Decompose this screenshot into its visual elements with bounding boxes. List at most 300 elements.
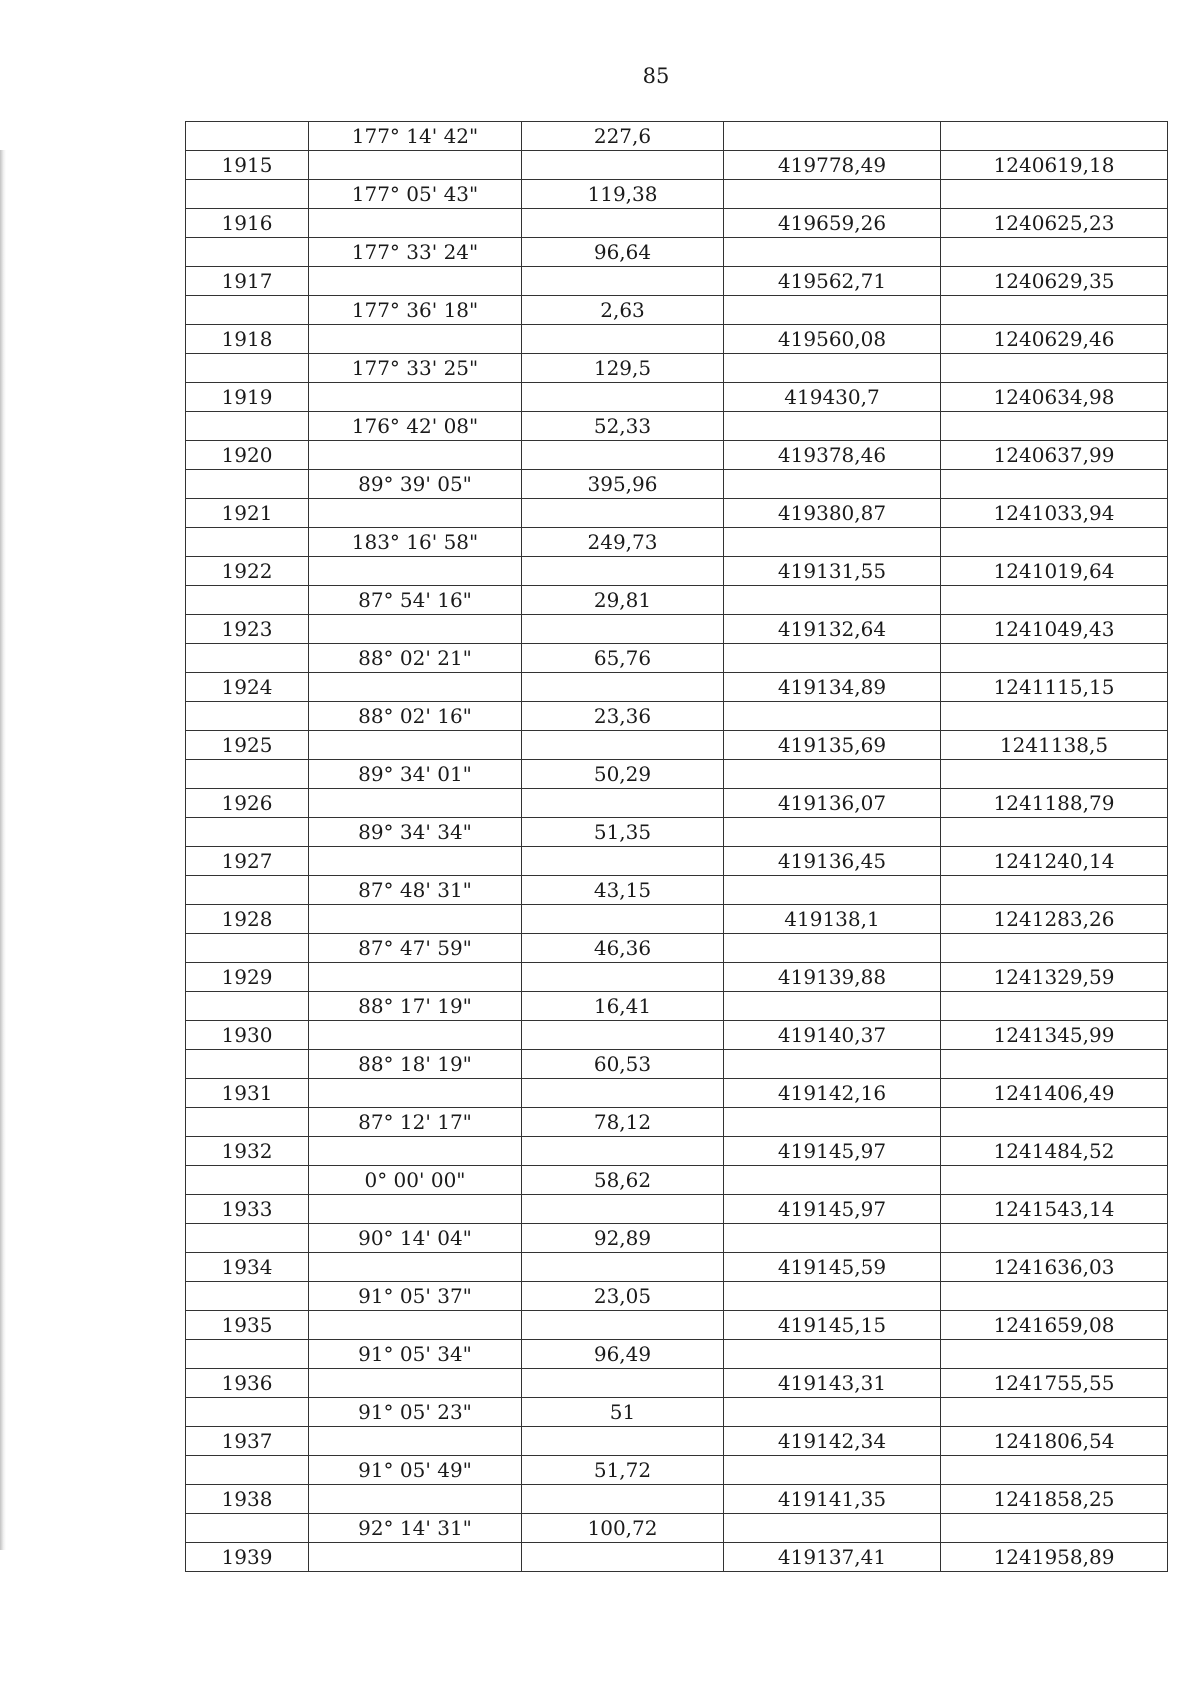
x-coordinate-cell xyxy=(724,238,941,267)
length-cell xyxy=(522,1369,724,1398)
length-cell: 249,73 xyxy=(522,528,724,557)
y-coordinate-cell xyxy=(941,992,1168,1021)
y-coordinate-cell xyxy=(941,296,1168,325)
page-number: 85 xyxy=(642,64,670,88)
length-cell: 2,63 xyxy=(522,296,724,325)
point-id-cell: 1915 xyxy=(186,151,309,180)
y-coordinate-cell: 1240634,98 xyxy=(941,383,1168,412)
length-cell xyxy=(522,1543,724,1572)
segment-row xyxy=(186,1108,1168,1137)
length-cell xyxy=(522,673,724,702)
x-coordinate-cell xyxy=(724,876,941,905)
length-cell: 78,12 xyxy=(522,1108,724,1137)
y-coordinate-cell: 1241406,49 xyxy=(941,1079,1168,1108)
y-coordinate-cell xyxy=(941,238,1168,267)
point-row xyxy=(186,731,1168,760)
point-row xyxy=(186,905,1168,934)
x-coordinate-cell: 419138,1 xyxy=(724,905,941,934)
point-id-cell: 1935 xyxy=(186,1311,309,1340)
y-coordinate-cell: 1241636,03 xyxy=(941,1253,1168,1282)
x-coordinate-cell: 419136,07 xyxy=(724,789,941,818)
y-coordinate-cell: 1240629,35 xyxy=(941,267,1168,296)
point-row xyxy=(186,1253,1168,1282)
y-coordinate-cell xyxy=(941,876,1168,905)
point-id-cell xyxy=(186,1340,309,1369)
angle-cell: 177° 36' 18" xyxy=(309,296,522,325)
y-coordinate-cell: 1241188,79 xyxy=(941,789,1168,818)
y-coordinate-cell: 1241484,52 xyxy=(941,1137,1168,1166)
angle-cell xyxy=(309,615,522,644)
point-id-cell xyxy=(186,992,309,1021)
segment-row xyxy=(186,876,1168,905)
x-coordinate-cell xyxy=(724,412,941,441)
point-row xyxy=(186,1543,1168,1572)
angle-cell xyxy=(309,673,522,702)
segment-row xyxy=(186,934,1168,963)
x-coordinate-cell xyxy=(724,1456,941,1485)
point-row xyxy=(186,673,1168,702)
x-coordinate-cell xyxy=(724,1166,941,1195)
length-cell xyxy=(522,441,724,470)
y-coordinate-cell xyxy=(941,1166,1168,1195)
x-coordinate-cell xyxy=(724,702,941,731)
length-cell: 119,38 xyxy=(522,180,724,209)
angle-cell xyxy=(309,1485,522,1514)
angle-cell xyxy=(309,1543,522,1572)
x-coordinate-cell xyxy=(724,818,941,847)
y-coordinate-cell: 1241755,55 xyxy=(941,1369,1168,1398)
y-coordinate-cell xyxy=(941,644,1168,673)
y-coordinate-cell xyxy=(941,180,1168,209)
length-cell: 96,49 xyxy=(522,1340,724,1369)
length-cell: 227,6 xyxy=(522,122,724,151)
length-cell xyxy=(522,1427,724,1456)
angle-cell xyxy=(309,1021,522,1050)
length-cell xyxy=(522,847,724,876)
point-id-cell xyxy=(186,470,309,499)
x-coordinate-cell xyxy=(724,470,941,499)
point-id-cell: 1917 xyxy=(186,267,309,296)
length-cell xyxy=(522,731,724,760)
length-cell xyxy=(522,267,724,296)
length-cell xyxy=(522,1485,724,1514)
y-coordinate-cell: 1240625,23 xyxy=(941,209,1168,238)
y-coordinate-cell xyxy=(941,1224,1168,1253)
point-id-cell xyxy=(186,528,309,557)
angle-cell xyxy=(309,963,522,992)
y-coordinate-cell: 1241019,64 xyxy=(941,557,1168,586)
segment-row xyxy=(186,1456,1168,1485)
point-row xyxy=(186,789,1168,818)
segment-row xyxy=(186,1340,1168,1369)
length-cell xyxy=(522,151,724,180)
x-coordinate-cell: 419145,59 xyxy=(724,1253,941,1282)
x-coordinate-cell xyxy=(724,122,941,151)
angle-cell: 177° 14' 42" xyxy=(309,122,522,151)
y-coordinate-cell xyxy=(941,1050,1168,1079)
x-coordinate-cell xyxy=(724,354,941,383)
segment-row xyxy=(186,412,1168,441)
point-id-cell: 1926 xyxy=(186,789,309,818)
point-id-cell: 1939 xyxy=(186,1543,309,1572)
x-coordinate-cell: 419131,55 xyxy=(724,557,941,586)
length-cell: 46,36 xyxy=(522,934,724,963)
point-id-cell xyxy=(186,180,309,209)
length-cell: 51,72 xyxy=(522,1456,724,1485)
y-coordinate-cell: 1241806,54 xyxy=(941,1427,1168,1456)
point-id-cell xyxy=(186,1224,309,1253)
length-cell: 60,53 xyxy=(522,1050,724,1079)
x-coordinate-cell xyxy=(724,644,941,673)
angle-cell xyxy=(309,1427,522,1456)
point-id-cell: 1928 xyxy=(186,905,309,934)
x-coordinate-cell: 419562,71 xyxy=(724,267,941,296)
y-coordinate-cell xyxy=(941,702,1168,731)
length-cell: 51 xyxy=(522,1398,724,1427)
point-id-cell xyxy=(186,354,309,383)
length-cell: 58,62 xyxy=(522,1166,724,1195)
point-id-cell xyxy=(186,586,309,615)
y-coordinate-cell xyxy=(941,1282,1168,1311)
point-id-cell: 1932 xyxy=(186,1137,309,1166)
length-cell xyxy=(522,209,724,238)
x-coordinate-cell: 419778,49 xyxy=(724,151,941,180)
x-coordinate-cell: 419141,35 xyxy=(724,1485,941,1514)
segment-row xyxy=(186,528,1168,557)
point-row xyxy=(186,325,1168,354)
point-id-cell xyxy=(186,1050,309,1079)
point-id-cell xyxy=(186,818,309,847)
y-coordinate-cell: 1241345,99 xyxy=(941,1021,1168,1050)
point-id-cell: 1934 xyxy=(186,1253,309,1282)
angle-cell xyxy=(309,1369,522,1398)
point-row xyxy=(186,963,1168,992)
length-cell: 100,72 xyxy=(522,1514,724,1543)
point-row xyxy=(186,151,1168,180)
angle-cell xyxy=(309,789,522,818)
length-cell: 395,96 xyxy=(522,470,724,499)
scan-edge-shadow xyxy=(0,150,6,1550)
point-id-cell xyxy=(186,934,309,963)
segment-row xyxy=(186,992,1168,1021)
x-coordinate-cell: 419378,46 xyxy=(724,441,941,470)
angle-cell: 177° 33' 24" xyxy=(309,238,522,267)
angle-cell xyxy=(309,499,522,528)
angle-cell xyxy=(309,557,522,586)
angle-cell xyxy=(309,267,522,296)
y-coordinate-cell xyxy=(941,760,1168,789)
coordinate-table xyxy=(185,121,1168,1572)
length-cell: 96,64 xyxy=(522,238,724,267)
segment-row xyxy=(186,1398,1168,1427)
angle-cell xyxy=(309,905,522,934)
point-row xyxy=(186,383,1168,412)
angle-cell: 183° 16' 58" xyxy=(309,528,522,557)
length-cell xyxy=(522,963,724,992)
x-coordinate-cell: 419145,97 xyxy=(724,1195,941,1224)
x-coordinate-cell xyxy=(724,1514,941,1543)
point-id-cell: 1929 xyxy=(186,963,309,992)
point-row xyxy=(186,499,1168,528)
angle-cell: 91° 05' 34" xyxy=(309,1340,522,1369)
angle-cell: 88° 02' 16" xyxy=(309,702,522,731)
angle-cell: 88° 18' 19" xyxy=(309,1050,522,1079)
x-coordinate-cell: 419136,45 xyxy=(724,847,941,876)
point-row xyxy=(186,1311,1168,1340)
point-id-cell: 1937 xyxy=(186,1427,309,1456)
x-coordinate-cell xyxy=(724,992,941,1021)
point-row xyxy=(186,1369,1168,1398)
segment-row xyxy=(186,702,1168,731)
angle-cell: 88° 17' 19" xyxy=(309,992,522,1021)
segment-row xyxy=(186,470,1168,499)
segment-row xyxy=(186,1050,1168,1079)
point-id-cell xyxy=(186,760,309,789)
angle-cell xyxy=(309,1137,522,1166)
segment-row xyxy=(186,296,1168,325)
length-cell xyxy=(522,1021,724,1050)
length-cell: 65,76 xyxy=(522,644,724,673)
length-cell: 43,15 xyxy=(522,876,724,905)
angle-cell: 91° 05' 49" xyxy=(309,1456,522,1485)
y-coordinate-cell xyxy=(941,528,1168,557)
point-id-cell xyxy=(186,1456,309,1485)
x-coordinate-cell: 419140,37 xyxy=(724,1021,941,1050)
segment-row xyxy=(186,1282,1168,1311)
angle-cell: 87° 47' 59" xyxy=(309,934,522,963)
x-coordinate-cell xyxy=(724,1050,941,1079)
point-row xyxy=(186,1079,1168,1108)
point-id-cell: 1922 xyxy=(186,557,309,586)
point-id-cell: 1919 xyxy=(186,383,309,412)
point-id-cell xyxy=(186,238,309,267)
length-cell: 129,5 xyxy=(522,354,724,383)
length-cell: 23,05 xyxy=(522,1282,724,1311)
angle-cell xyxy=(309,847,522,876)
y-coordinate-cell: 1241240,14 xyxy=(941,847,1168,876)
y-coordinate-cell: 1241115,15 xyxy=(941,673,1168,702)
y-coordinate-cell xyxy=(941,818,1168,847)
length-cell xyxy=(522,325,724,354)
angle-cell: 87° 12' 17" xyxy=(309,1108,522,1137)
length-cell: 51,35 xyxy=(522,818,724,847)
x-coordinate-cell: 419430,7 xyxy=(724,383,941,412)
angle-cell xyxy=(309,1079,522,1108)
point-id-cell xyxy=(186,412,309,441)
y-coordinate-cell xyxy=(941,934,1168,963)
point-id-cell: 1927 xyxy=(186,847,309,876)
x-coordinate-cell xyxy=(724,1282,941,1311)
angle-cell: 177° 05' 43" xyxy=(309,180,522,209)
x-coordinate-cell: 419380,87 xyxy=(724,499,941,528)
y-coordinate-cell xyxy=(941,354,1168,383)
angle-cell: 92° 14' 31" xyxy=(309,1514,522,1543)
segment-row xyxy=(186,1166,1168,1195)
segment-row xyxy=(186,586,1168,615)
point-row xyxy=(186,267,1168,296)
point-row xyxy=(186,441,1168,470)
y-coordinate-cell xyxy=(941,412,1168,441)
point-row xyxy=(186,1485,1168,1514)
x-coordinate-cell xyxy=(724,1340,941,1369)
x-coordinate-cell: 419142,34 xyxy=(724,1427,941,1456)
angle-cell: 90° 14' 04" xyxy=(309,1224,522,1253)
length-cell: 50,29 xyxy=(522,760,724,789)
point-id-cell xyxy=(186,876,309,905)
coordinate-table-body xyxy=(186,122,1168,1572)
angle-cell: 176° 42' 08" xyxy=(309,412,522,441)
y-coordinate-cell: 1241033,94 xyxy=(941,499,1168,528)
length-cell xyxy=(522,615,724,644)
x-coordinate-cell: 419134,89 xyxy=(724,673,941,702)
angle-cell: 87° 48' 31" xyxy=(309,876,522,905)
segment-row xyxy=(186,354,1168,383)
point-row xyxy=(186,1427,1168,1456)
angle-cell: 0° 00' 00" xyxy=(309,1166,522,1195)
x-coordinate-cell xyxy=(724,1108,941,1137)
point-row xyxy=(186,1137,1168,1166)
x-coordinate-cell xyxy=(724,586,941,615)
point-row xyxy=(186,209,1168,238)
length-cell: 23,36 xyxy=(522,702,724,731)
x-coordinate-cell: 419560,08 xyxy=(724,325,941,354)
point-row xyxy=(186,1195,1168,1224)
x-coordinate-cell: 419145,15 xyxy=(724,1311,941,1340)
y-coordinate-cell: 1241543,14 xyxy=(941,1195,1168,1224)
y-coordinate-cell xyxy=(941,1108,1168,1137)
point-id-cell xyxy=(186,296,309,325)
point-row xyxy=(186,557,1168,586)
length-cell xyxy=(522,557,724,586)
y-coordinate-cell: 1240637,99 xyxy=(941,441,1168,470)
point-id-cell xyxy=(186,1282,309,1311)
length-cell xyxy=(522,499,724,528)
angle-cell: 87° 54' 16" xyxy=(309,586,522,615)
length-cell: 16,41 xyxy=(522,992,724,1021)
y-coordinate-cell: 1241138,5 xyxy=(941,731,1168,760)
point-id-cell: 1916 xyxy=(186,209,309,238)
x-coordinate-cell xyxy=(724,180,941,209)
angle-cell xyxy=(309,325,522,354)
y-coordinate-cell: 1241858,25 xyxy=(941,1485,1168,1514)
point-id-cell: 1936 xyxy=(186,1369,309,1398)
point-id-cell: 1921 xyxy=(186,499,309,528)
length-cell xyxy=(522,1253,724,1282)
point-id-cell: 1923 xyxy=(186,615,309,644)
point-row xyxy=(186,847,1168,876)
x-coordinate-cell xyxy=(724,528,941,557)
segment-row xyxy=(186,760,1168,789)
x-coordinate-cell xyxy=(724,1224,941,1253)
y-coordinate-cell xyxy=(941,1456,1168,1485)
x-coordinate-cell: 419143,31 xyxy=(724,1369,941,1398)
y-coordinate-cell xyxy=(941,586,1168,615)
angle-cell xyxy=(309,209,522,238)
point-id-cell: 1924 xyxy=(186,673,309,702)
angle-cell xyxy=(309,151,522,180)
x-coordinate-cell: 419139,88 xyxy=(724,963,941,992)
y-coordinate-cell: 1241329,59 xyxy=(941,963,1168,992)
angle-cell: 89° 34' 01" xyxy=(309,760,522,789)
point-row xyxy=(186,615,1168,644)
y-coordinate-cell: 1241283,26 xyxy=(941,905,1168,934)
y-coordinate-cell xyxy=(941,122,1168,151)
point-id-cell xyxy=(186,1398,309,1427)
point-id-cell: 1918 xyxy=(186,325,309,354)
length-cell: 52,33 xyxy=(522,412,724,441)
x-coordinate-cell xyxy=(724,934,941,963)
length-cell xyxy=(522,1137,724,1166)
point-id-cell: 1920 xyxy=(186,441,309,470)
y-coordinate-cell xyxy=(941,470,1168,499)
segment-row xyxy=(186,122,1168,151)
x-coordinate-cell: 419137,41 xyxy=(724,1543,941,1572)
length-cell xyxy=(522,1079,724,1108)
x-coordinate-cell xyxy=(724,1398,941,1427)
angle-cell: 91° 05' 37" xyxy=(309,1282,522,1311)
y-coordinate-cell: 1241659,08 xyxy=(941,1311,1168,1340)
x-coordinate-cell: 419135,69 xyxy=(724,731,941,760)
y-coordinate-cell xyxy=(941,1514,1168,1543)
y-coordinate-cell xyxy=(941,1398,1168,1427)
segment-row xyxy=(186,1514,1168,1543)
y-coordinate-cell xyxy=(941,1340,1168,1369)
x-coordinate-cell: 419132,64 xyxy=(724,615,941,644)
angle-cell xyxy=(309,1195,522,1224)
segment-row xyxy=(186,180,1168,209)
x-coordinate-cell xyxy=(724,760,941,789)
angle-cell xyxy=(309,1311,522,1340)
angle-cell xyxy=(309,1253,522,1282)
angle-cell: 89° 34' 34" xyxy=(309,818,522,847)
point-id-cell: 1938 xyxy=(186,1485,309,1514)
y-coordinate-cell: 1240629,46 xyxy=(941,325,1168,354)
angle-cell xyxy=(309,731,522,760)
angle-cell xyxy=(309,441,522,470)
point-id-cell xyxy=(186,644,309,673)
point-id-cell xyxy=(186,1166,309,1195)
length-cell xyxy=(522,383,724,412)
angle-cell: 88° 02' 21" xyxy=(309,644,522,673)
point-id-cell xyxy=(186,702,309,731)
segment-row xyxy=(186,238,1168,267)
x-coordinate-cell xyxy=(724,296,941,325)
point-id-cell xyxy=(186,1108,309,1137)
angle-cell: 91° 05' 23" xyxy=(309,1398,522,1427)
angle-cell: 177° 33' 25" xyxy=(309,354,522,383)
point-id-cell xyxy=(186,122,309,151)
length-cell xyxy=(522,1311,724,1340)
length-cell xyxy=(522,789,724,818)
segment-row xyxy=(186,818,1168,847)
point-id-cell: 1933 xyxy=(186,1195,309,1224)
segment-row xyxy=(186,1224,1168,1253)
x-coordinate-cell: 419145,97 xyxy=(724,1137,941,1166)
angle-cell xyxy=(309,383,522,412)
point-id-cell xyxy=(186,1514,309,1543)
y-coordinate-cell: 1241049,43 xyxy=(941,615,1168,644)
y-coordinate-cell: 1241958,89 xyxy=(941,1543,1168,1572)
length-cell: 29,81 xyxy=(522,586,724,615)
length-cell xyxy=(522,905,724,934)
point-id-cell: 1925 xyxy=(186,731,309,760)
point-id-cell: 1930 xyxy=(186,1021,309,1050)
y-coordinate-cell: 1240619,18 xyxy=(941,151,1168,180)
point-id-cell: 1931 xyxy=(186,1079,309,1108)
x-coordinate-cell: 419659,26 xyxy=(724,209,941,238)
point-row xyxy=(186,1021,1168,1050)
length-cell xyxy=(522,1195,724,1224)
